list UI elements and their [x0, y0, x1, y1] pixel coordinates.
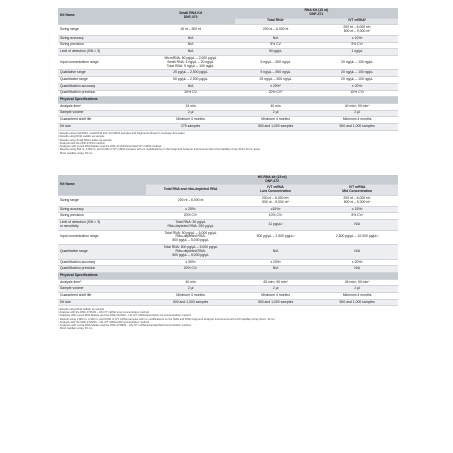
- table-row: [58, 286, 398, 293]
- row-label: Sizing precision: [58, 213, 146, 220]
- footnote: ² Results using RNA Ladder as sample.: [58, 135, 105, 139]
- row-label: Sizing range: [58, 196, 146, 207]
- table-cell: Minimum 4 months: [235, 293, 317, 300]
- table-cell: N/A: [316, 245, 398, 260]
- table-cell: 500 and 1,000 samples: [316, 123, 398, 130]
- table-cell: ± 20%⁵: [235, 83, 317, 90]
- row-label: Quantification accuracy: [58, 83, 146, 90]
- table-cell: ≤ 15%³: [316, 206, 398, 213]
- table-cell: 2,500 pg/µL – 10,000 pg/µL³: [316, 230, 398, 245]
- table-cell: Total RNA: 500 pg/µL – 5,000 pg/µL Ribo-depleted RNA: 500 pg/µL – 5,000 pg/µL: [146, 245, 234, 260]
- table-cell: N/A: [146, 42, 234, 49]
- table-cell: 5% CV³: [316, 42, 398, 49]
- table-cell: N/A: [235, 35, 317, 42]
- footnote: ⁶ Analyses with Lonza RNA Marker and the DNF-472M33 – HS IVT mRNA Extended Mid Concentration method.: [58, 324, 192, 328]
- table2-footnotes: [58, 308, 398, 331]
- table-row: [58, 230, 398, 245]
- footnote: ⁵ Analysis with the DNF-472M33 – HS IVT mRNA Mid Concentration method.: [58, 320, 150, 324]
- table1-header-row: [58, 8, 398, 18]
- table-row: [58, 110, 398, 117]
- table-cell: MicroRNA: 50 pg/µL – 2,000 pg/µL Small RNA: 1 ng/µL – 20 ng/µL Total RNA: 5 ng/µL – 100 ng/µL: [146, 55, 234, 70]
- table-cell: 25 ng/µL – 500 ng/µL: [235, 77, 317, 84]
- total-rna-col-header: Total RNA¹: [235, 18, 317, 25]
- table-row: [58, 83, 398, 90]
- table-cell: 500 and 1,000 samples: [316, 299, 398, 306]
- row-label: Sizing precision: [58, 42, 146, 49]
- table2-body: [58, 196, 398, 273]
- table-cell: 5% CV³: [316, 213, 398, 220]
- table-row: [58, 35, 398, 42]
- table-cell: N/A: [316, 266, 398, 273]
- table-cell: N/A: [146, 49, 234, 56]
- table-cell: 200 nt – 6,000 nt³; 500 nt – 9,000 nt⁴: [316, 25, 398, 36]
- table-cell: 25 pg/µL – 2,500 pg/µL: [146, 70, 234, 77]
- physical-specs-header: [58, 273, 398, 280]
- footnote: ² Analysis with the DNF-472S33 – HS IVT mRNA Low Concentration method.: [58, 311, 150, 315]
- table-cell: N/A: [146, 83, 234, 90]
- table-cell: N/A: [235, 266, 317, 273]
- footnote: ⁶ Results using 500 nt, 6,000 nt, and 9,000 nt IVT mRNA samples with no modifications on the Fragment Analyzer instruments with a FA Capillary Array Short 33 cm array.: [58, 148, 261, 152]
- physical-specs-title: Physical Specifications: [58, 97, 398, 104]
- table-cell: 275 samples: [146, 123, 234, 130]
- table-cell: N/A: [235, 245, 317, 260]
- table1-footnotes: [58, 132, 398, 155]
- footnote: ³ Analyses with Lonza RNA Marker and the DNF-472S33 – HS IVT mRNA Extended Low Concentration method.: [58, 314, 192, 318]
- table-cell: 2 µl: [235, 286, 317, 293]
- table2-physical-body: [58, 279, 398, 306]
- table-row: [58, 196, 398, 207]
- hs-rna-kit-header: HS RNA kit (15 nt) DNF-472: [146, 175, 398, 185]
- table-cell: 5% CV: [235, 42, 317, 49]
- table-cell: 5 ng/µL – 500 ng/µL: [235, 70, 317, 77]
- table-row: [58, 49, 398, 56]
- table-cell: ≤15%³: [235, 206, 317, 213]
- table-cell: Minimum 4 months: [235, 117, 317, 124]
- table-cell: Minimum 4 months: [316, 117, 398, 124]
- table-cell: 40 min: [146, 279, 234, 286]
- table-row: [58, 90, 398, 97]
- table-cell: 200 nt – 6,000 nt³; 500 nt – 9,000 nt⁴: [235, 196, 317, 207]
- table2-header-row: [58, 175, 398, 185]
- row-label: Sample volume: [58, 286, 146, 293]
- table-cell: 15 nt – 300 nt: [146, 25, 234, 36]
- table-row: [58, 123, 398, 130]
- table-cell: 5 ng/µL – 500 ng/µL: [235, 55, 317, 70]
- table-row: [58, 220, 398, 231]
- footnote: ¹ Results using RNA Ladder as sample.: [58, 307, 105, 311]
- table-cell: 1 ng/µL: [316, 49, 398, 56]
- row-label: Analysis time⁶: [58, 103, 146, 110]
- footnote: ⁵ Analyses with Lonza RNA Marker and the DNF-471S33 Extended IVT mRNA method.: [58, 145, 162, 149]
- table-cell: 200 nt – 6,000 nt³; 500 nt – 9,000 nt⁴: [316, 196, 398, 207]
- row-label: Input concentration range: [58, 230, 146, 245]
- row-label: Limit of detection (S/N > 3): [58, 49, 146, 56]
- table-cell: 500 and 1,000 samples: [235, 123, 317, 130]
- row-label: Analysis time⁵: [58, 279, 146, 286]
- footnote: ¹ Results using total RNA, small RNA and microRNA samples and fragments diluted in nuclease-free water.: [58, 132, 186, 136]
- row-label: Kit size: [58, 299, 146, 306]
- table-row: [58, 245, 398, 260]
- table-row: [58, 293, 398, 300]
- row-label: Limit of detection (S/N > 3) or sensitivity: [58, 220, 146, 231]
- table-cell: N/A: [316, 220, 398, 231]
- table-row: [58, 70, 398, 77]
- table-cell: 200 nt – 6,000 nt: [235, 25, 317, 36]
- kit-name-header: Kit Name: [58, 175, 146, 196]
- table-cell: 500 and 1,000 samples: [146, 299, 234, 306]
- table-cell: ≤ 25%¹: [146, 206, 234, 213]
- table-row: [58, 299, 398, 306]
- table-cell: ± 30%¹: [146, 259, 234, 266]
- table-cell: 10% CV³: [316, 90, 398, 97]
- row-label: Sizing accuracy: [58, 206, 146, 213]
- table-cell: ± 20%³: [235, 259, 317, 266]
- table-cell: 20 ng/µL – 100 ng/µL: [316, 77, 398, 84]
- table-cell: ± 20%³: [316, 83, 398, 90]
- table-cell: 2 µl: [235, 110, 317, 117]
- row-label: Guaranteed shelf life: [58, 117, 146, 124]
- row-label: Quantification precision: [58, 90, 146, 97]
- table-cell: 50 pg/µL – 2,500 pg/µL: [146, 77, 234, 84]
- table-cell: 45 min³; 90 min⁴: [316, 279, 398, 286]
- row-label: Quantification accuracy: [58, 259, 146, 266]
- footnote: ⁴ Results using 1,800 nt, 4,300 nt, and 8,000 nt IVT mRNA samples with no modifications on the 5200 and 5300 Fragment Analyzer instruments with a FA Capillary Array Short, 33 cm.: [58, 317, 276, 321]
- table-row: [58, 77, 398, 84]
- table-row: [58, 42, 398, 49]
- table-cell: 24 min: [146, 103, 234, 110]
- row-label: Qualitative range: [58, 70, 146, 77]
- small-rna-kit-header: Small RNA Kit DNF-470: [146, 8, 234, 25]
- row-label: Quantification precision: [58, 266, 146, 273]
- table-cell: 10% CV³: [235, 213, 317, 220]
- physical-specs-title: Physical Specifications: [58, 273, 398, 280]
- table-row: [58, 213, 398, 220]
- table-cell: Minimum 4 months: [146, 293, 234, 300]
- table-cell: 20% CV: [146, 90, 234, 97]
- table-cell: 45 min³; 90 min⁴: [235, 279, 317, 286]
- table-cell: 200 nt – 6,000 nt: [146, 196, 234, 207]
- row-label: Quantitative range: [58, 77, 146, 84]
- footnote: ³ Results using Small RNA Ladder as sample.: [58, 138, 113, 142]
- table-cell: 11 pg/µL³: [235, 220, 317, 231]
- table-row: [58, 279, 398, 286]
- row-label: Sample volume: [58, 110, 146, 117]
- spec-page: [58, 8, 398, 331]
- table-cell: 2 µl: [146, 286, 234, 293]
- row-label: Guaranteed shelf life: [58, 293, 146, 300]
- row-label: Input concentration range: [58, 55, 146, 70]
- spec-table-1: [58, 8, 398, 131]
- table-cell: Minimum 4 months: [146, 117, 234, 124]
- table-cell: 2 µl: [316, 110, 398, 117]
- table-cell: 50 pg/µL: [235, 49, 317, 56]
- table-row: [58, 266, 398, 273]
- footnote: ⁷ Short capillary array, 33 cm.: [58, 327, 93, 331]
- footnote: ⁷ Short capillary array, 33 cm.: [58, 151, 93, 155]
- table-row: [58, 25, 398, 36]
- table-row: [58, 55, 398, 70]
- table1-body: [58, 25, 398, 97]
- table-cell: ≤ 10%³: [316, 35, 398, 42]
- table-cell: Minimum 4 months: [316, 293, 398, 300]
- table-cell: 2 µl: [146, 110, 234, 117]
- row-label: Sizing accuracy: [58, 35, 146, 42]
- table-row: [58, 259, 398, 266]
- table-cell: 500 pg/µL – 2,500 pg/µL³: [235, 230, 317, 245]
- table-cell: 20 ng/µL – 100 ng/µL: [316, 70, 398, 77]
- table-cell: ± 20%³: [316, 259, 398, 266]
- table-cell: 20% CV¹: [146, 266, 234, 273]
- table-cell: 20% CV¹: [146, 213, 234, 220]
- ivt-mrna-col-header: IVT mRNA²: [316, 18, 398, 25]
- table-cell: 20% CV⁵: [235, 90, 317, 97]
- rna-kit-header: RNA Kit (15 nt) DNF-471: [235, 8, 398, 18]
- total-rna-col-header: Total RNA and ribo-depleted RNA: [146, 185, 234, 196]
- ivt-low-col-header: IVT mRNA Low Concentration: [235, 185, 317, 196]
- table-cell: 20 ng/µL – 100 ng/µL: [316, 55, 398, 70]
- row-label: Quantitative range: [58, 245, 146, 260]
- physical-specs-header: [58, 97, 398, 104]
- table-cell: 40 min³; 90 min⁴: [316, 103, 398, 110]
- table-cell: Total RNA: 50 pg/µL – 5,000 pg/µL Ribo-depleted RNA: 500 pg/µL – 5,000 pg/µL: [146, 230, 234, 245]
- footnote: ⁴ Analysis with the DNF-471S3 method.: [58, 141, 106, 145]
- kit-name-header: Kit Name: [58, 8, 146, 25]
- spec-table-2: [58, 175, 398, 307]
- table-cell: 40 min: [235, 103, 317, 110]
- table-row: [58, 103, 398, 110]
- row-label: Sizing range: [58, 25, 146, 36]
- table-cell: Total RNA: 50 pg/µL Ribo-depleted RNA: 250 pg/µL: [146, 220, 234, 231]
- row-label: Kit size: [58, 123, 146, 130]
- table-row: [58, 206, 398, 213]
- ivt-mid-col-header: IVT mRNA Mid Concentration: [316, 185, 398, 196]
- table1-physical-body: [58, 103, 398, 130]
- table-cell: 500 and 1,000 samples: [235, 299, 317, 306]
- table-cell: N/A: [146, 35, 234, 42]
- table-row: [58, 117, 398, 124]
- table-cell: 2 µl: [316, 286, 398, 293]
